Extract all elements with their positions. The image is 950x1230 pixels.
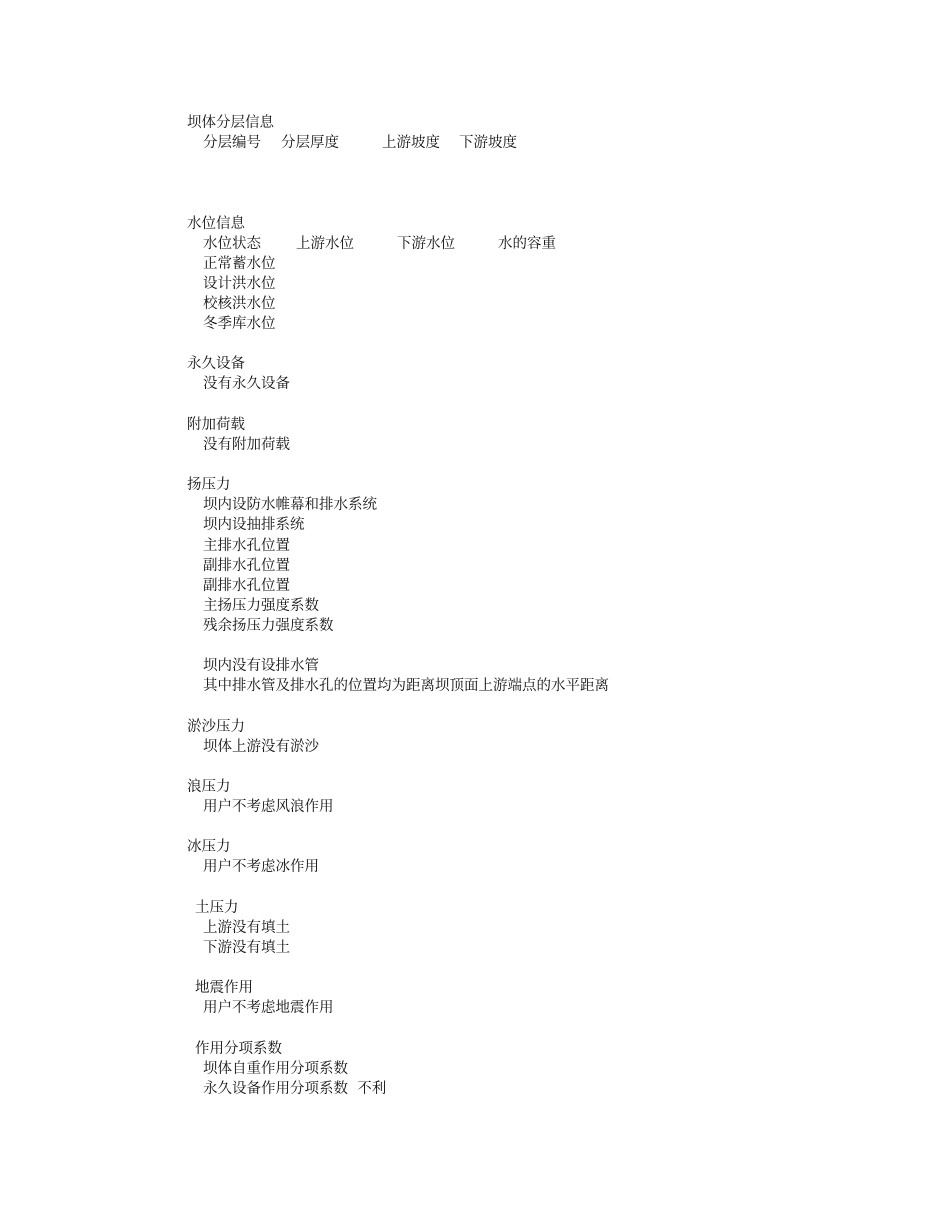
- uplift-note: 坝内没有设排水管: [203, 658, 319, 674]
- section-title-wave-pressure: 浪压力: [187, 779, 231, 795]
- partial-factor-line: 坝体自重作用分项系数: [203, 1061, 348, 1077]
- water-level-row: 正常蓄水位: [203, 256, 276, 272]
- earth-pressure-line: 上游没有填土: [203, 920, 290, 936]
- water-level-row: 冬季库水位: [203, 316, 276, 332]
- header-downstream-level: 下游水位: [397, 236, 455, 252]
- section-title-earthquake: 地震作用: [195, 980, 253, 996]
- section-title-silt-pressure: 淤沙压力: [187, 719, 245, 735]
- earthquake-line: 用户不考虑地震作用: [203, 1000, 334, 1016]
- section-title-permanent-equipment: 永久设备: [187, 356, 245, 372]
- uplift-line: 副排水孔位置: [203, 578, 290, 594]
- ice-pressure-line: 用户不考虑冰作用: [203, 859, 319, 875]
- water-level-row: 设计洪水位: [203, 276, 276, 292]
- dam-layers-header-row: [0, 133, 950, 153]
- header-layer-number: 分层编号: [203, 135, 261, 151]
- section-title-partial-factors: 作用分项系数: [195, 1041, 282, 1057]
- uplift-line: 主扬压力强度系数: [203, 598, 319, 614]
- section-title-earth-pressure: 土压力: [195, 900, 239, 916]
- permanent-equipment-line: 没有永久设备: [203, 376, 290, 392]
- uplift-note: 其中排水管及排水孔的位置均为距离坝顶面上游端点的水平距离: [203, 678, 609, 694]
- uplift-line: 残余扬压力强度系数: [203, 618, 334, 634]
- header-upstream-slope: 上游坡度: [382, 135, 440, 151]
- section-title-uplift: 扬压力: [187, 477, 231, 493]
- silt-pressure-line: 坝体上游没有淤沙: [203, 739, 319, 755]
- header-water-unit-weight: 水的容重: [498, 236, 556, 252]
- section-title-water-levels: 水位信息: [187, 216, 245, 232]
- uplift-line: 副排水孔位置: [203, 558, 290, 574]
- earth-pressure-line: 下游没有填土: [203, 940, 290, 956]
- header-layer-thickness: 分层厚度: [281, 135, 339, 151]
- water-level-row: 校核洪水位: [203, 296, 276, 312]
- uplift-line: 主排水孔位置: [203, 538, 290, 554]
- uplift-line: 坝内设防水帷幕和排水系统: [203, 497, 377, 513]
- uplift-line: 坝内设抽排系统: [203, 517, 305, 533]
- section-title-additional-load: 附加荷载: [187, 417, 245, 433]
- additional-load-line: 没有附加荷载: [203, 437, 290, 453]
- wave-pressure-line: 用户不考虑风浪作用: [203, 799, 334, 815]
- header-downstream-slope: 下游坡度: [459, 135, 517, 151]
- water-levels-header-row: [0, 234, 950, 254]
- header-water-state: 水位状态: [203, 236, 261, 252]
- partial-factor-line: 永久设备作用分项系数 不利: [203, 1081, 387, 1097]
- section-title-ice-pressure: 冰压力: [187, 839, 231, 855]
- header-upstream-level: 上游水位: [296, 236, 354, 252]
- section-title-dam-layers: 坝体分层信息: [187, 115, 274, 131]
